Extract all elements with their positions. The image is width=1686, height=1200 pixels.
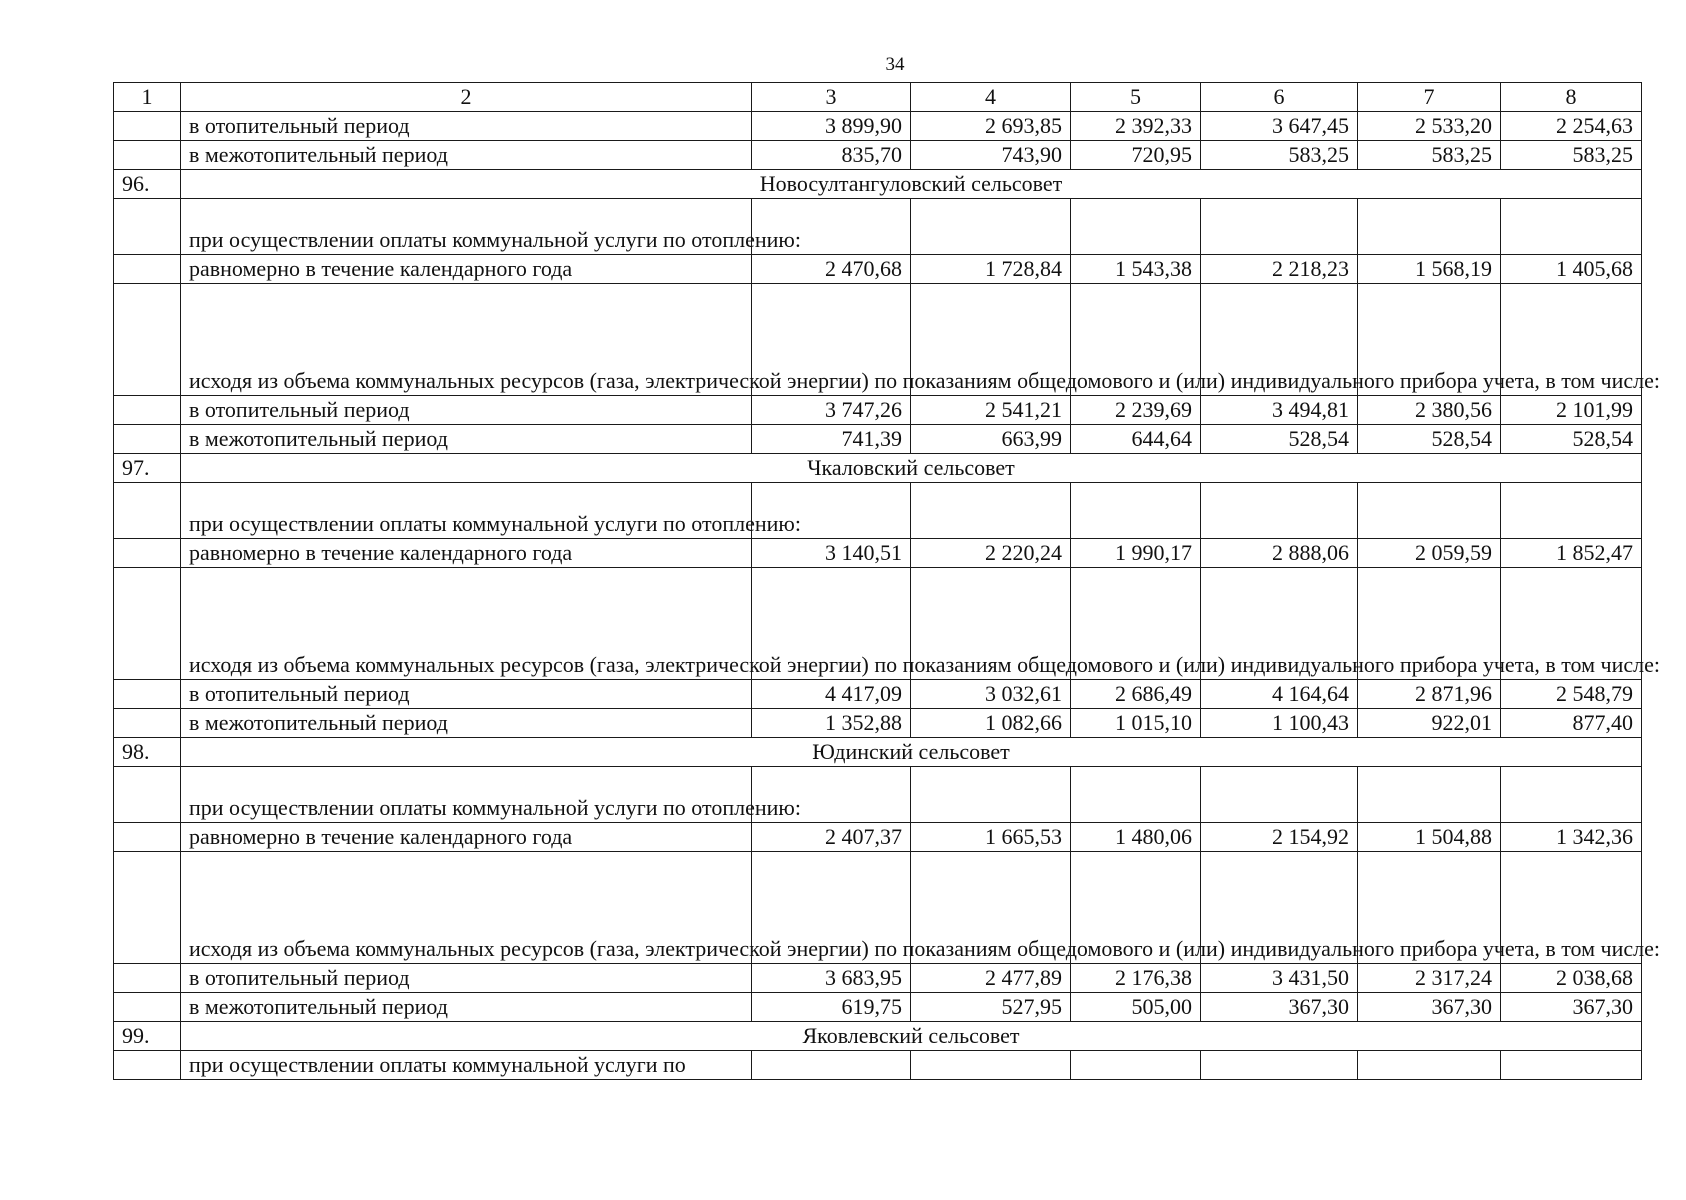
row-label: в межотопительный период: [181, 141, 752, 170]
value-cell: 4 417,09: [752, 680, 911, 709]
row-label: при осуществлении оплаты коммунальной услуги по отоплению:: [181, 199, 752, 255]
row-label: при осуществлении оплаты коммунальной услуги по отоплению:: [181, 767, 752, 823]
value-cell: 527,95: [911, 993, 1071, 1022]
row-label: исходя из объема коммунальных ресурсов (газа, электрической энергии) по показаниям общедомового и (или) индивидуального прибора учета, в том числе:: [181, 852, 752, 964]
section-title: Новосултангуловский сельсовет: [181, 170, 1642, 199]
value-cell: 2 176,38: [1071, 964, 1201, 993]
row-label: в отопительный период: [181, 112, 752, 141]
value-cell: 2 392,33: [1071, 112, 1201, 141]
value-cell: 2 533,20: [1358, 112, 1501, 141]
value-cell: 644,64: [1071, 425, 1201, 454]
row-label: равномерно в течение календарного года: [181, 255, 752, 284]
value-cell: 720,95: [1071, 141, 1201, 170]
column-header: 7: [1358, 83, 1501, 112]
value-cell: 1 568,19: [1358, 255, 1501, 284]
section-number: 96.: [114, 170, 181, 199]
value-cell: 3 431,50: [1201, 964, 1358, 993]
value-cell: 528,54: [1201, 425, 1358, 454]
table-row: [114, 964, 1642, 993]
value-cell: 3 494,81: [1201, 396, 1358, 425]
value-cell: 1 543,38: [1071, 255, 1201, 284]
value-cell: 743,90: [911, 141, 1071, 170]
table-row: [114, 539, 1642, 568]
value-cell: 2 470,68: [752, 255, 911, 284]
column-number-row: [114, 83, 1642, 112]
table-row: [114, 199, 1642, 255]
section-header-row: [114, 1022, 1642, 1051]
row-label: исходя из объема коммунальных ресурсов (газа, электрической энергии) по показаниям общедомового и (или) индивидуального прибора учета, в том числе:: [181, 568, 752, 680]
section-header-row: [114, 170, 1642, 199]
value-cell: 877,40: [1501, 709, 1642, 738]
value-cell: 367,30: [1358, 993, 1501, 1022]
section-number: 99.: [114, 1022, 181, 1051]
column-header: 8: [1501, 83, 1642, 112]
table-row: [114, 709, 1642, 738]
table-row: [114, 852, 1642, 964]
section-header-row: [114, 454, 1642, 483]
value-cell: 583,25: [1358, 141, 1501, 170]
value-cell: 367,30: [1501, 993, 1642, 1022]
value-cell: 741,39: [752, 425, 911, 454]
value-cell: 1 665,53: [911, 823, 1071, 852]
table-row: [114, 284, 1642, 396]
value-cell: 619,75: [752, 993, 911, 1022]
value-cell: 2 686,49: [1071, 680, 1201, 709]
value-cell: 1 852,47: [1501, 539, 1642, 568]
tariff-table: [113, 82, 1661, 1080]
table-row: [114, 112, 1642, 141]
table-row: [114, 680, 1642, 709]
value-cell: 2 059,59: [1358, 539, 1501, 568]
value-cell: 3 032,61: [911, 680, 1071, 709]
row-label: в отопительный период: [181, 964, 752, 993]
value-cell: 1 100,43: [1201, 709, 1358, 738]
value-cell: 2 477,89: [911, 964, 1071, 993]
value-cell: 2 038,68: [1501, 964, 1642, 993]
value-cell: 3 747,26: [752, 396, 911, 425]
value-cell: 2 548,79: [1501, 680, 1642, 709]
value-cell: 2 317,24: [1358, 964, 1501, 993]
value-cell: 1 405,68: [1501, 255, 1642, 284]
row-label: в отопительный период: [181, 680, 752, 709]
value-cell: 2 541,21: [911, 396, 1071, 425]
value-cell: 2 218,23: [1201, 255, 1358, 284]
value-cell: 1 342,36: [1501, 823, 1642, 852]
value-cell: 528,54: [1501, 425, 1642, 454]
column-header: 4: [911, 83, 1071, 112]
value-cell: 528,54: [1358, 425, 1501, 454]
table-row: [114, 396, 1642, 425]
row-label: равномерно в течение календарного года: [181, 823, 752, 852]
column-header: 1: [114, 83, 181, 112]
row-label: при осуществлении оплаты коммунальной услуги по отоплению:: [181, 483, 752, 539]
row-label: в отопительный период: [181, 396, 752, 425]
table-row: [114, 425, 1642, 454]
value-cell: 2 220,24: [911, 539, 1071, 568]
value-cell: 583,25: [1501, 141, 1642, 170]
table-row: [114, 823, 1642, 852]
value-cell: 922,01: [1358, 709, 1501, 738]
table-row: [114, 568, 1642, 680]
value-cell: 1 480,06: [1071, 823, 1201, 852]
row-label: в межотопительный период: [181, 425, 752, 454]
value-cell: 1 728,84: [911, 255, 1071, 284]
section-title: Чкаловский сельсовет: [181, 454, 1642, 483]
value-cell: 663,99: [911, 425, 1071, 454]
row-label: в межотопительный период: [181, 993, 752, 1022]
row-label: равномерно в течение календарного года: [181, 539, 752, 568]
value-cell: 583,25: [1201, 141, 1358, 170]
value-cell: 2 888,06: [1201, 539, 1358, 568]
value-cell: 1 082,66: [911, 709, 1071, 738]
value-cell: 3 683,95: [752, 964, 911, 993]
value-cell: 3 899,90: [752, 112, 911, 141]
row-label: исходя из объема коммунальных ресурсов (газа, электрической энергии) по показаниям общедомового и (или) индивидуального прибора учета, в том числе:: [181, 284, 752, 396]
column-header: 2: [181, 83, 752, 112]
value-cell: 2 407,37: [752, 823, 911, 852]
value-cell: 1 015,10: [1071, 709, 1201, 738]
column-header: 6: [1201, 83, 1358, 112]
table-row: [114, 255, 1642, 284]
section-title: Яковлевский сельсовет: [181, 1022, 1642, 1051]
column-header: 5: [1071, 83, 1201, 112]
value-cell: 3 140,51: [752, 539, 911, 568]
section-number: 98.: [114, 738, 181, 767]
value-cell: 4 164,64: [1201, 680, 1358, 709]
table-row: [114, 483, 1642, 539]
value-cell: 1 990,17: [1071, 539, 1201, 568]
value-cell: 2 871,96: [1358, 680, 1501, 709]
value-cell: 2 239,69: [1071, 396, 1201, 425]
table-row: [114, 767, 1642, 823]
table-row: [114, 993, 1642, 1022]
value-cell: 505,00: [1071, 993, 1201, 1022]
row-label: при осуществлении оплаты коммунальной услуги по: [181, 1051, 752, 1080]
section-header-row: [114, 738, 1642, 767]
value-cell: 2 693,85: [911, 112, 1071, 141]
value-cell: 2 380,56: [1358, 396, 1501, 425]
value-cell: 2 101,99: [1501, 396, 1642, 425]
value-cell: 3 647,45: [1201, 112, 1358, 141]
page-number: 34: [885, 54, 905, 75]
value-cell: 2 254,63: [1501, 112, 1642, 141]
section-title: Юдинский сельсовет: [181, 738, 1642, 767]
table-row: [114, 1051, 1642, 1080]
section-number: 97.: [114, 454, 181, 483]
value-cell: 367,30: [1201, 993, 1358, 1022]
column-header: 3: [752, 83, 911, 112]
table-row: [114, 141, 1642, 170]
value-cell: 2 154,92: [1201, 823, 1358, 852]
value-cell: 835,70: [752, 141, 911, 170]
value-cell: 1 504,88: [1358, 823, 1501, 852]
value-cell: 1 352,88: [752, 709, 911, 738]
row-label: в межотопительный период: [181, 709, 752, 738]
